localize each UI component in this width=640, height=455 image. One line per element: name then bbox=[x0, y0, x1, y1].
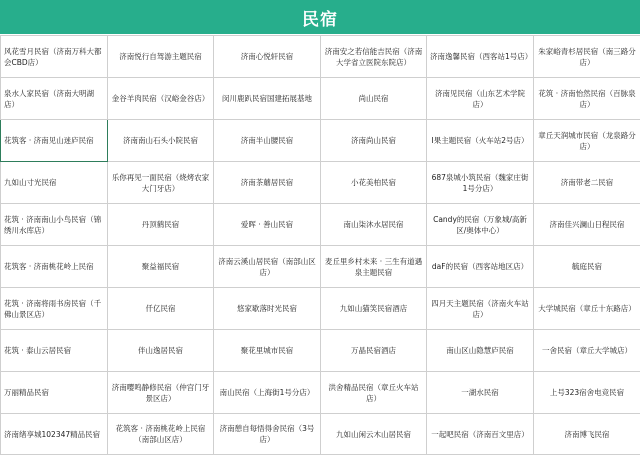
table-cell[interactable]: 仟亿民宿 bbox=[108, 288, 214, 330]
table-cell[interactable]: 济南茶蘑居民宿 bbox=[214, 162, 321, 204]
table-cell[interactable]: 济南嘤鸣静修民宿（仲宫门牙景区店） bbox=[108, 372, 214, 414]
table-cell[interactable]: 大学城民宿（章丘十东路店） bbox=[534, 288, 640, 330]
homestay-table bbox=[0, 35, 640, 455]
table-cell[interactable]: 济南安之若信能吉民宿（济南大学省立医院东院店） bbox=[321, 36, 427, 78]
table-cell[interactable]: daF的民宿（西客站地区店） bbox=[427, 246, 534, 288]
table-row bbox=[1, 246, 640, 288]
table-cell[interactable]: 花筑 · 济南南山小鸟民宿（锦绣川水库店） bbox=[1, 204, 108, 246]
table-cell[interactable]: 泉水人家民宿（济南大明湖店） bbox=[1, 78, 108, 120]
table-row bbox=[1, 204, 640, 246]
table-cell[interactable]: 朱家峪青杉居民宿（南三路分店） bbox=[534, 36, 640, 78]
table-cell[interactable]: 万晶民宿酒店 bbox=[321, 330, 427, 372]
table-cell[interactable]: 万丽精品民宿 bbox=[1, 372, 108, 414]
table-cell[interactable]: 一起吧民宿（济南百文里店） bbox=[427, 414, 534, 455]
table-cell[interactable]: 济南悦行自驾游主题民宿 bbox=[108, 36, 214, 78]
table-cell[interactable]: 乐你再见一面民宿（烧烤农家大门牙店） bbox=[108, 162, 214, 204]
table-cell[interactable]: 一湖水民宿 bbox=[427, 372, 534, 414]
table-cell[interactable]: 济南半山腰民宿 bbox=[214, 120, 321, 162]
table-cell[interactable]: 洪舍精品民宿（章丘火车站店） bbox=[321, 372, 427, 414]
table-cell[interactable]: 花筑 · 济南将雨书房民宿（千佛山景区店） bbox=[1, 288, 108, 330]
table-cell[interactable]: 南山区山隐慧庐民宿 bbox=[427, 330, 534, 372]
table-cell[interactable]: 章丘天润城市民宿（龙泉路分店） bbox=[534, 120, 640, 162]
table-row bbox=[1, 120, 640, 162]
table-cell[interactable]: 毓庭民宿 bbox=[534, 246, 640, 288]
page-title: 民宿 bbox=[302, 5, 338, 30]
table-cell[interactable]: 聚益福民宿 bbox=[108, 246, 214, 288]
table-cell[interactable]: 济南绪享城102347精品民宿 bbox=[1, 414, 108, 455]
table-cell[interactable]: 济南见民宿（山东艺术学院店） bbox=[427, 78, 534, 120]
table-cell[interactable]: 济南尚山民宿 bbox=[321, 120, 427, 162]
table-cell[interactable]: 悠家歇落时光民宿 bbox=[214, 288, 321, 330]
table-cell[interactable]: 花筑客 · 济南见山迷庐民宿 bbox=[1, 120, 108, 162]
table-cell[interactable]: 九如山猫笑民宿酒店 bbox=[321, 288, 427, 330]
table-row bbox=[1, 288, 640, 330]
table-cell[interactable]: 九如山寸光民宿 bbox=[1, 162, 108, 204]
table-cell[interactable]: 尚山民宿 bbox=[321, 78, 427, 120]
table-cell[interactable]: 济南逸馨民宿（西客站1号店） bbox=[427, 36, 534, 78]
table-cell[interactable]: 闵川鹿趴民宿国建拓展基地 bbox=[214, 78, 321, 120]
table-row bbox=[1, 330, 640, 372]
table-row bbox=[1, 372, 640, 414]
table-cell[interactable]: 济南心悦轩民宿 bbox=[214, 36, 321, 78]
table-cell[interactable]: 上号323宿舍电竞民宿 bbox=[534, 372, 640, 414]
table-cell[interactable]: 聚花里城市民宿 bbox=[214, 330, 321, 372]
table-cell[interactable]: 伴山逸居民宿 bbox=[108, 330, 214, 372]
table-cell[interactable]: 麦丘里乡村未来 · 三生有道遇泉主题民宿 bbox=[321, 246, 427, 288]
table-cell[interactable]: 济南带老二民宿 bbox=[534, 162, 640, 204]
table-cell[interactable]: Candy的民宿（万象城/高新区/奥体中心） bbox=[427, 204, 534, 246]
table-cell[interactable]: 四月天主题民宿（济南火车站店） bbox=[427, 288, 534, 330]
table-cell[interactable]: 风花雪月民宿（济南万科大都会CBD店） bbox=[1, 36, 108, 78]
table-row bbox=[1, 162, 640, 204]
table-cell[interactable]: 花筑客 · 济南桃花岭上民宿 bbox=[1, 246, 108, 288]
table-cell[interactable]: 小花美柏民宿 bbox=[321, 162, 427, 204]
table-row bbox=[1, 414, 640, 455]
table-body bbox=[1, 36, 640, 455]
table-cell[interactable]: 九如山闲云木山居民宿 bbox=[321, 414, 427, 455]
table-cell[interactable]: 济南憩自每悟得舍民宿（3号店） bbox=[214, 414, 321, 455]
table-cell[interactable]: 丹顶鹤民宿 bbox=[108, 204, 214, 246]
table-cell[interactable]: 一舍民宿（章丘大学城店） bbox=[534, 330, 640, 372]
table-cell[interactable]: 济南云溪山居民宿（南部山区店） bbox=[214, 246, 321, 288]
table-cell[interactable]: 687泉城小筑民宿（魏家庄街1号分店） bbox=[427, 162, 534, 204]
table-cell[interactable]: 花筑 · 济南怡然民宿（百脉泉店） bbox=[534, 78, 640, 120]
table-cell[interactable]: 南山民宿（上海街1号分店） bbox=[214, 372, 321, 414]
header-bar bbox=[0, 0, 640, 35]
table-cell[interactable]: I果主题民宿（火车站2号店） bbox=[427, 120, 534, 162]
table-cell[interactable]: 爱晖 · 善山民宿 bbox=[214, 204, 321, 246]
table-cell[interactable]: 济南南山石头小院民宿 bbox=[108, 120, 214, 162]
table-cell[interactable]: 花筑客 · 济南桃花岭上民宿（南部山区店） bbox=[108, 414, 214, 455]
table-cell[interactable]: 南山柒沐水居民宿 bbox=[321, 204, 427, 246]
table-cell[interactable]: 花筑 · 泰山云居民宿 bbox=[1, 330, 108, 372]
table-cell[interactable]: 济南佳兴澜山日程民宿 bbox=[534, 204, 640, 246]
table-cell[interactable]: 济南博飞民宿 bbox=[534, 414, 640, 455]
table-row bbox=[1, 36, 640, 78]
table-row bbox=[1, 78, 640, 120]
table-cell[interactable]: 金谷羊肉民宿（汉峪金谷店） bbox=[108, 78, 214, 120]
